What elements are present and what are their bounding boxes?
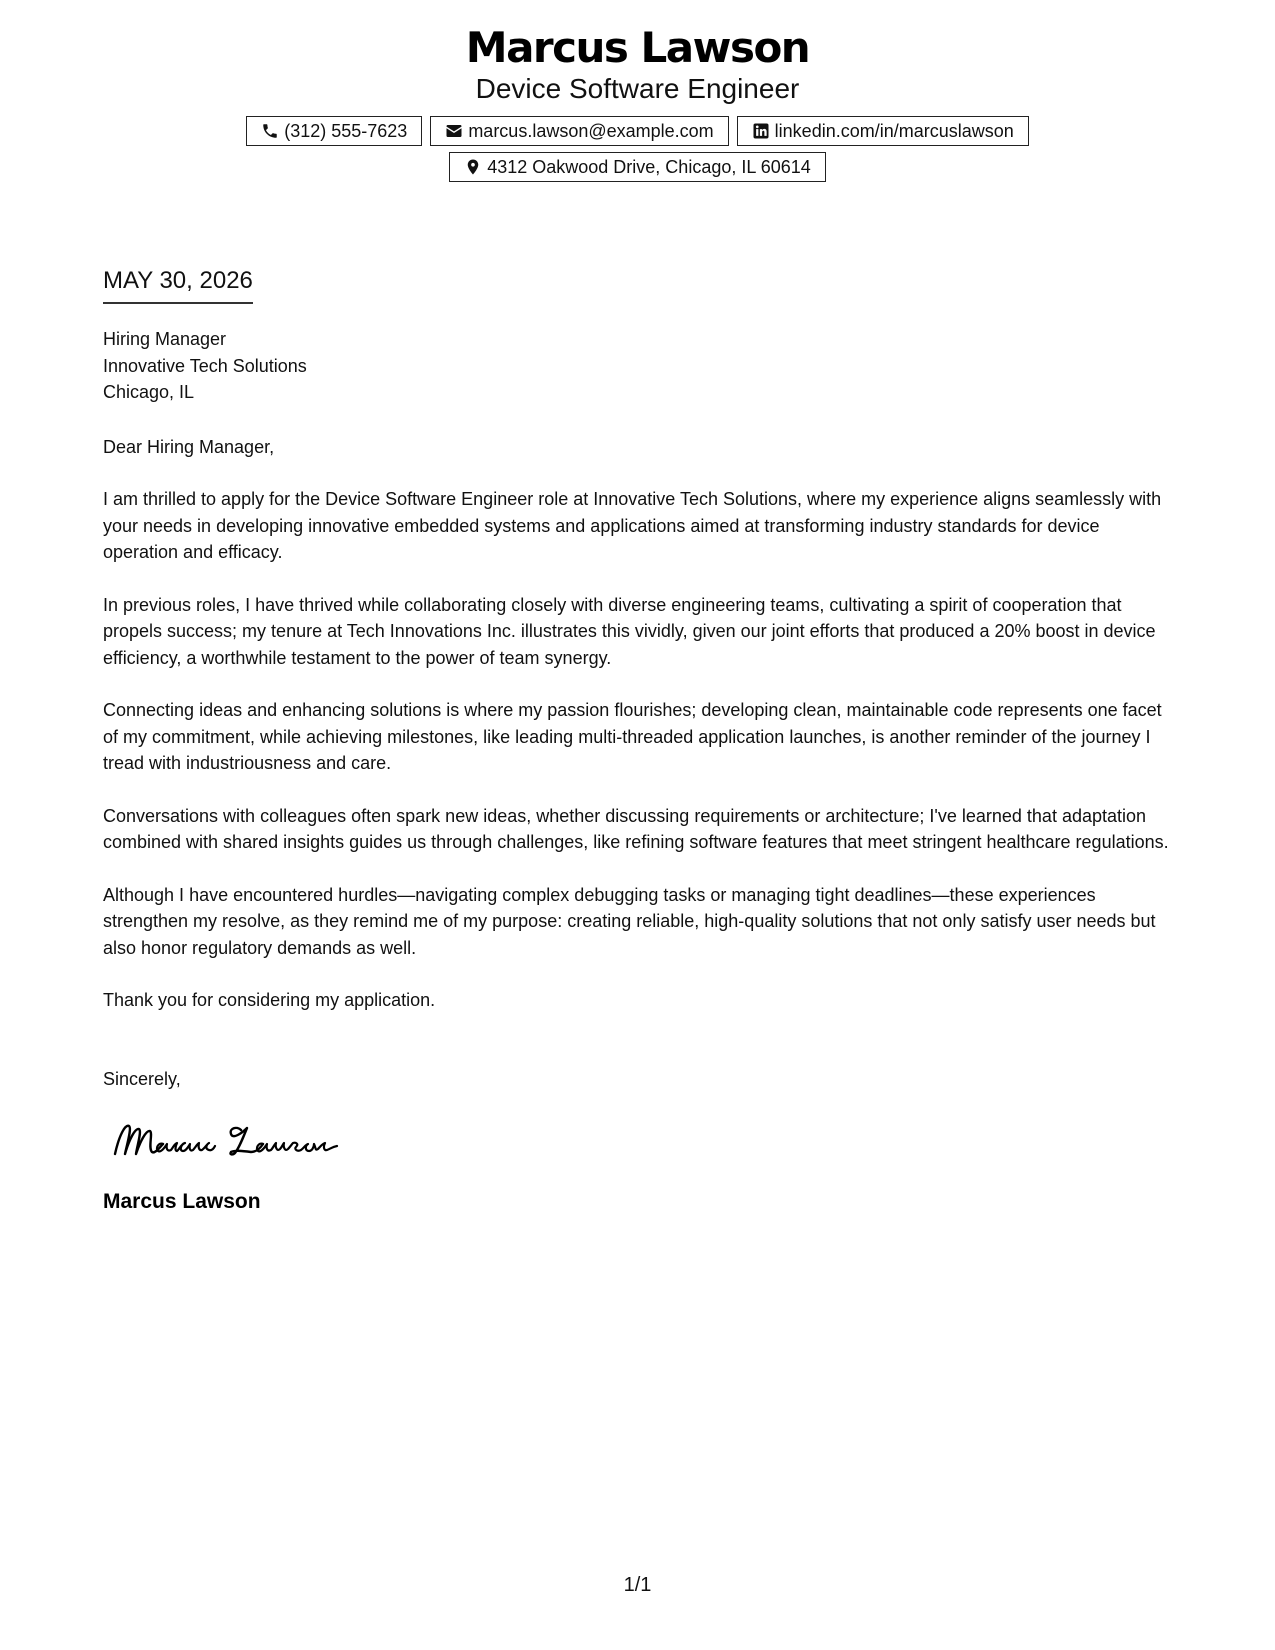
body-paragraph: Connecting ideas and enhancing solutions is where my passion flourishes; developing clean, maintainable code represents one facet of my commitment, while achieving milestones, like leading multi-threaded application launches, is another reminder of the journey I tread with industriousness and care. xyxy=(103,700,1162,773)
body-paragraph: Although I have encountered hurdles—navigating complex debugging tasks or managing tight deadlines—these experiences strengthen my resolve, as they remind me of my purpose: creating reliable, high-quality solutions that not only satisfy user needs but also honor regulatory demands as well. xyxy=(103,884,1156,958)
contact-row-secondary xyxy=(0,152,1275,182)
phone-icon xyxy=(261,122,279,140)
email-text: marcus.lawson@example.com xyxy=(468,121,714,141)
page-number: 1/1 xyxy=(623,1574,652,1596)
body-paragraph: Conversations with colleagues often spark new ideas, whether discussing requirements or architecture; I've learned that adaptation combined with shared insights guides us through challenges, like refining software features that meet stringent healthcare regulations. xyxy=(103,805,1169,852)
salutation: Dear Hiring Manager, xyxy=(103,436,275,457)
contact-email xyxy=(430,116,728,146)
phone-text: (312) 555-7623 xyxy=(284,121,408,141)
thank-you-line: Thank you for considering my application. xyxy=(103,990,436,1010)
map-marker-icon xyxy=(464,158,482,176)
recipient-block xyxy=(103,326,1178,406)
linkedin-text: linkedin.com/in/marcuslawson xyxy=(774,121,1014,141)
applicant-job-title: Device Software Engineer xyxy=(475,73,800,104)
contact-phone xyxy=(246,116,422,146)
signature xyxy=(111,1114,1178,1170)
signer-name: Marcus Lawson xyxy=(103,1190,261,1213)
letter-header xyxy=(0,22,1275,182)
contact-row-primary xyxy=(0,116,1275,146)
letter-date: MAY 30, 2026 xyxy=(103,266,253,304)
recipient-line: Chicago, IL xyxy=(103,382,195,402)
body-paragraph: I am thrilled to apply for the Device Software Engineer role at Innovative Tech Solutions, where my experience aligns seamlessly with your needs in developing innovative embedded systems and applications aimed at transforming industry standards for device operation and efficacy. xyxy=(103,489,1162,562)
body-paragraph: In previous roles, I have thrived while collaborating closely with diverse engineering teams, cultivating a spirit of cooperation that propels success; my tenure at Tech Innovations Inc. illustrates this vividly, given our joint efforts that produced a 20% boost in device efficiency, a worthwhile testament to the power of team synergy. xyxy=(103,594,1156,668)
applicant-name: Marcus Lawson xyxy=(465,23,810,72)
closing: Sincerely, xyxy=(103,1068,181,1089)
address-text: 4312 Oakwood Drive, Chicago, IL 60614 xyxy=(487,157,811,177)
envelope-icon xyxy=(445,122,463,140)
recipient-line: Hiring Manager xyxy=(103,329,227,349)
contact-address xyxy=(449,152,826,182)
handwritten-signature xyxy=(111,1114,361,1170)
recipient-line: Innovative Tech Solutions xyxy=(103,355,307,376)
contact-linkedin xyxy=(737,116,1029,146)
date-block xyxy=(103,266,253,304)
linkedin-icon xyxy=(752,122,770,140)
letter-body xyxy=(103,326,1178,1216)
